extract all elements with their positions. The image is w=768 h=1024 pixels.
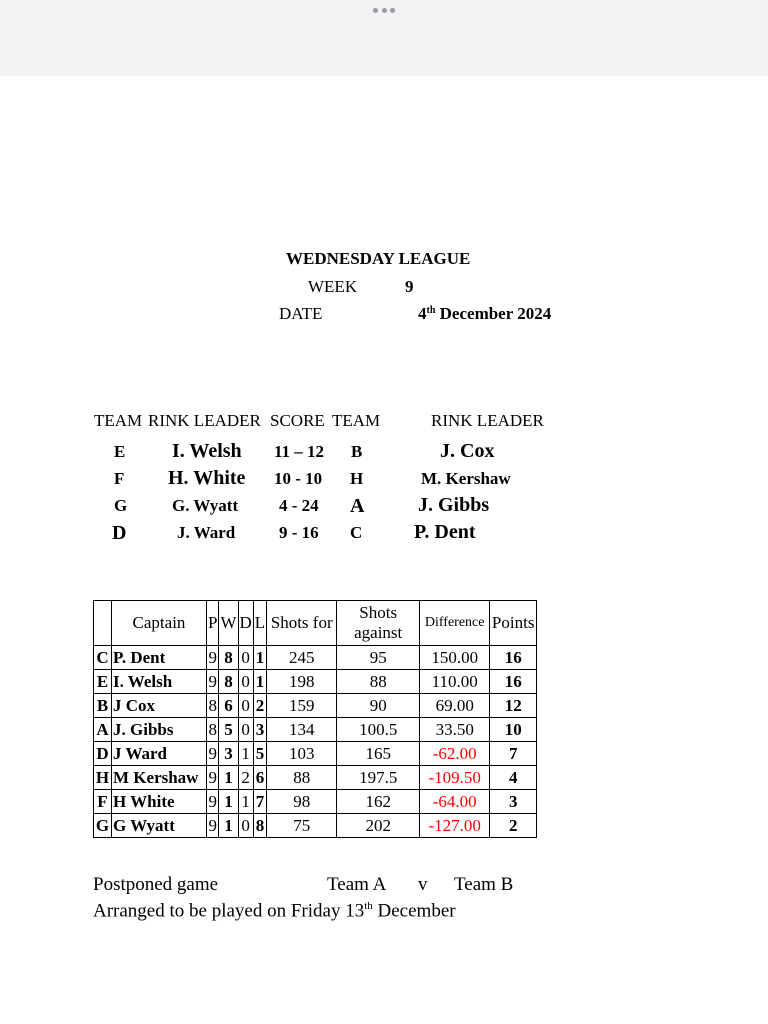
- cell-points: 2: [490, 814, 537, 838]
- arranged-text: Arranged to be played on Friday 13: [93, 900, 365, 922]
- cell-lost: 1: [253, 646, 266, 670]
- cell-shots-for: 98: [267, 790, 337, 814]
- more-options-icon[interactable]: [373, 6, 395, 14]
- cell-drawn: 0: [238, 646, 253, 670]
- fixture-score: 10 - 10: [274, 469, 323, 488]
- cell-shots-for: 134: [267, 718, 337, 742]
- fixture-leader-2: J. Cox: [440, 440, 495, 462]
- cell-shots-against: 197.5: [337, 766, 420, 790]
- cell-team: E: [94, 670, 112, 694]
- table-row: [94, 694, 537, 718]
- cell-lost: 3: [253, 718, 266, 742]
- table-row: [94, 718, 537, 742]
- cell-won: 8: [219, 670, 238, 694]
- cell-won: 6: [219, 694, 238, 718]
- cell-difference: 110.00: [420, 670, 490, 694]
- table-header-row: [94, 601, 537, 646]
- header-drawn: D: [238, 601, 253, 646]
- cell-captain: J. Gibbs: [112, 718, 207, 742]
- cell-lost: 5: [253, 742, 266, 766]
- date-label: DATE: [279, 304, 323, 323]
- cell-difference: 150.00: [420, 646, 490, 670]
- cell-points: 7: [490, 742, 537, 766]
- fixture-leader-1: I. Welsh: [172, 440, 242, 462]
- fixtures-header-rink-leader-1: RINK LEADER: [148, 411, 261, 430]
- fixture-score: 9 - 16: [279, 523, 319, 542]
- week-value: 9: [405, 277, 414, 296]
- cell-team: C: [94, 646, 112, 670]
- cell-difference: 33.50: [420, 718, 490, 742]
- fixture-leader-1: G. Wyatt: [172, 496, 239, 515]
- cell-captain: P. Dent: [112, 646, 207, 670]
- table-row: [94, 742, 537, 766]
- cell-won: 1: [219, 790, 238, 814]
- date-value: [418, 304, 551, 324]
- cell-team: F: [94, 790, 112, 814]
- cell-drawn: 0: [238, 718, 253, 742]
- cell-team: B: [94, 694, 112, 718]
- fixture-team-1: D: [112, 522, 127, 544]
- cell-played: 9: [207, 646, 219, 670]
- cell-won: 1: [219, 766, 238, 790]
- fixture-score: 4 - 24: [279, 496, 319, 515]
- cell-lost: 1: [253, 670, 266, 694]
- week-label: WEEK: [308, 277, 358, 296]
- header-shots-for: Shots for: [267, 601, 337, 646]
- cell-shots-against: 162: [337, 790, 420, 814]
- date-suffix: th: [426, 305, 436, 316]
- postponed-versus: v: [418, 874, 428, 895]
- cell-drawn: 0: [238, 694, 253, 718]
- cell-drawn: 0: [238, 670, 253, 694]
- table-row: [94, 766, 537, 790]
- fixtures-header-team-2: TEAM: [332, 411, 381, 430]
- header-captain: Captain: [112, 601, 207, 646]
- cell-shots-against: 165: [337, 742, 420, 766]
- cell-points: 4: [490, 766, 537, 790]
- header-played: P: [207, 601, 219, 646]
- cell-won: 8: [219, 646, 238, 670]
- cell-difference: 69.00: [420, 694, 490, 718]
- header-team: [94, 601, 112, 646]
- cell-difference: -127.00: [420, 814, 490, 838]
- postponed-team-b: Team B: [454, 874, 514, 895]
- cell-shots-for: 159: [267, 694, 337, 718]
- cell-points: 16: [490, 670, 537, 694]
- cell-captain: H White: [112, 790, 207, 814]
- fixture-team-2: B: [351, 442, 363, 461]
- fixture-team-2: A: [350, 495, 365, 517]
- cell-drawn: 0: [238, 814, 253, 838]
- header-points: Points: [490, 601, 537, 646]
- fixtures-header-team-1: TEAM: [94, 411, 143, 430]
- cell-captain: J Cox: [112, 694, 207, 718]
- cell-drawn: 1: [238, 790, 253, 814]
- cell-shots-for: 88: [267, 766, 337, 790]
- header-lost: L: [253, 601, 266, 646]
- fixture-leader-2: P. Dent: [414, 521, 476, 543]
- table-row: [94, 646, 537, 670]
- header-shots-against: Shots against: [337, 601, 420, 646]
- fixtures-header-rink-leader-2: RINK LEADER: [431, 411, 544, 430]
- fixture-team-2: H: [350, 469, 364, 488]
- cell-drawn: 1: [238, 742, 253, 766]
- cell-shots-against: 202: [337, 814, 420, 838]
- cell-shots-for: 245: [267, 646, 337, 670]
- league-table: [93, 600, 537, 838]
- fixture-team-1: G: [114, 496, 128, 515]
- table-row: [94, 790, 537, 814]
- fixtures-header-score: SCORE: [270, 411, 325, 430]
- table-row: [94, 670, 537, 694]
- cell-points: 16: [490, 646, 537, 670]
- fixture-leader-2: J. Gibbs: [418, 494, 490, 516]
- header-difference: Difference: [420, 601, 490, 646]
- cell-lost: 7: [253, 790, 266, 814]
- cell-won: 5: [219, 718, 238, 742]
- cell-team: G: [94, 814, 112, 838]
- cell-team: A: [94, 718, 112, 742]
- cell-shots-for: 198: [267, 670, 337, 694]
- cell-team: D: [94, 742, 112, 766]
- cell-played: 8: [207, 694, 219, 718]
- postponed-label: Postponed game: [93, 874, 219, 895]
- document-title: WEDNESDAY LEAGUE: [286, 249, 471, 268]
- cell-drawn: 2: [238, 766, 253, 790]
- header-won: W: [219, 601, 238, 646]
- cell-played: 8: [207, 718, 219, 742]
- cell-played: 9: [207, 814, 219, 838]
- fixture-score: 11 – 12: [274, 442, 325, 461]
- cell-shots-for: 75: [267, 814, 337, 838]
- cell-won: 1: [219, 814, 238, 838]
- cell-difference: -109.50: [420, 766, 490, 790]
- cell-shots-against: 90: [337, 694, 420, 718]
- cell-shots-for: 103: [267, 742, 337, 766]
- cell-difference: -64.00: [420, 790, 490, 814]
- cell-captain: M Kershaw: [112, 766, 207, 790]
- cell-shots-against: 95: [337, 646, 420, 670]
- cell-lost: 6: [253, 766, 266, 790]
- cell-played: 9: [207, 742, 219, 766]
- cell-points: 3: [490, 790, 537, 814]
- cell-won: 3: [219, 742, 238, 766]
- cell-played: 9: [207, 766, 219, 790]
- arranged-month: December: [372, 900, 456, 922]
- cell-shots-against: 88: [337, 670, 420, 694]
- cell-team: H: [94, 766, 112, 790]
- viewer-top-bar: [0, 0, 768, 76]
- cell-lost: 2: [253, 694, 266, 718]
- fixture-team-1: E: [114, 442, 126, 461]
- cell-difference: -62.00: [420, 742, 490, 766]
- cell-played: 9: [207, 790, 219, 814]
- arranged-suffix: th: [364, 900, 373, 912]
- cell-shots-against: 100.5: [337, 718, 420, 742]
- fixture-team-2: C: [350, 523, 363, 542]
- cell-captain: J Ward: [112, 742, 207, 766]
- cell-captain: I. Welsh: [112, 670, 207, 694]
- table-row: [94, 814, 537, 838]
- postponed-team-a: Team A: [327, 874, 387, 895]
- date-month-year: December 2024: [435, 304, 552, 323]
- date-day: 4: [418, 304, 427, 323]
- fixture-leader-1: H. White: [168, 467, 246, 489]
- fixture-leader-2: M. Kershaw: [421, 469, 511, 488]
- arranged-note: [93, 900, 456, 922]
- cell-captain: G Wyatt: [112, 814, 207, 838]
- cell-points: 12: [490, 694, 537, 718]
- fixture-leader-1: J. Ward: [177, 523, 236, 542]
- cell-points: 10: [490, 718, 537, 742]
- cell-lost: 8: [253, 814, 266, 838]
- cell-played: 9: [207, 670, 219, 694]
- fixture-team-1: F: [114, 469, 125, 488]
